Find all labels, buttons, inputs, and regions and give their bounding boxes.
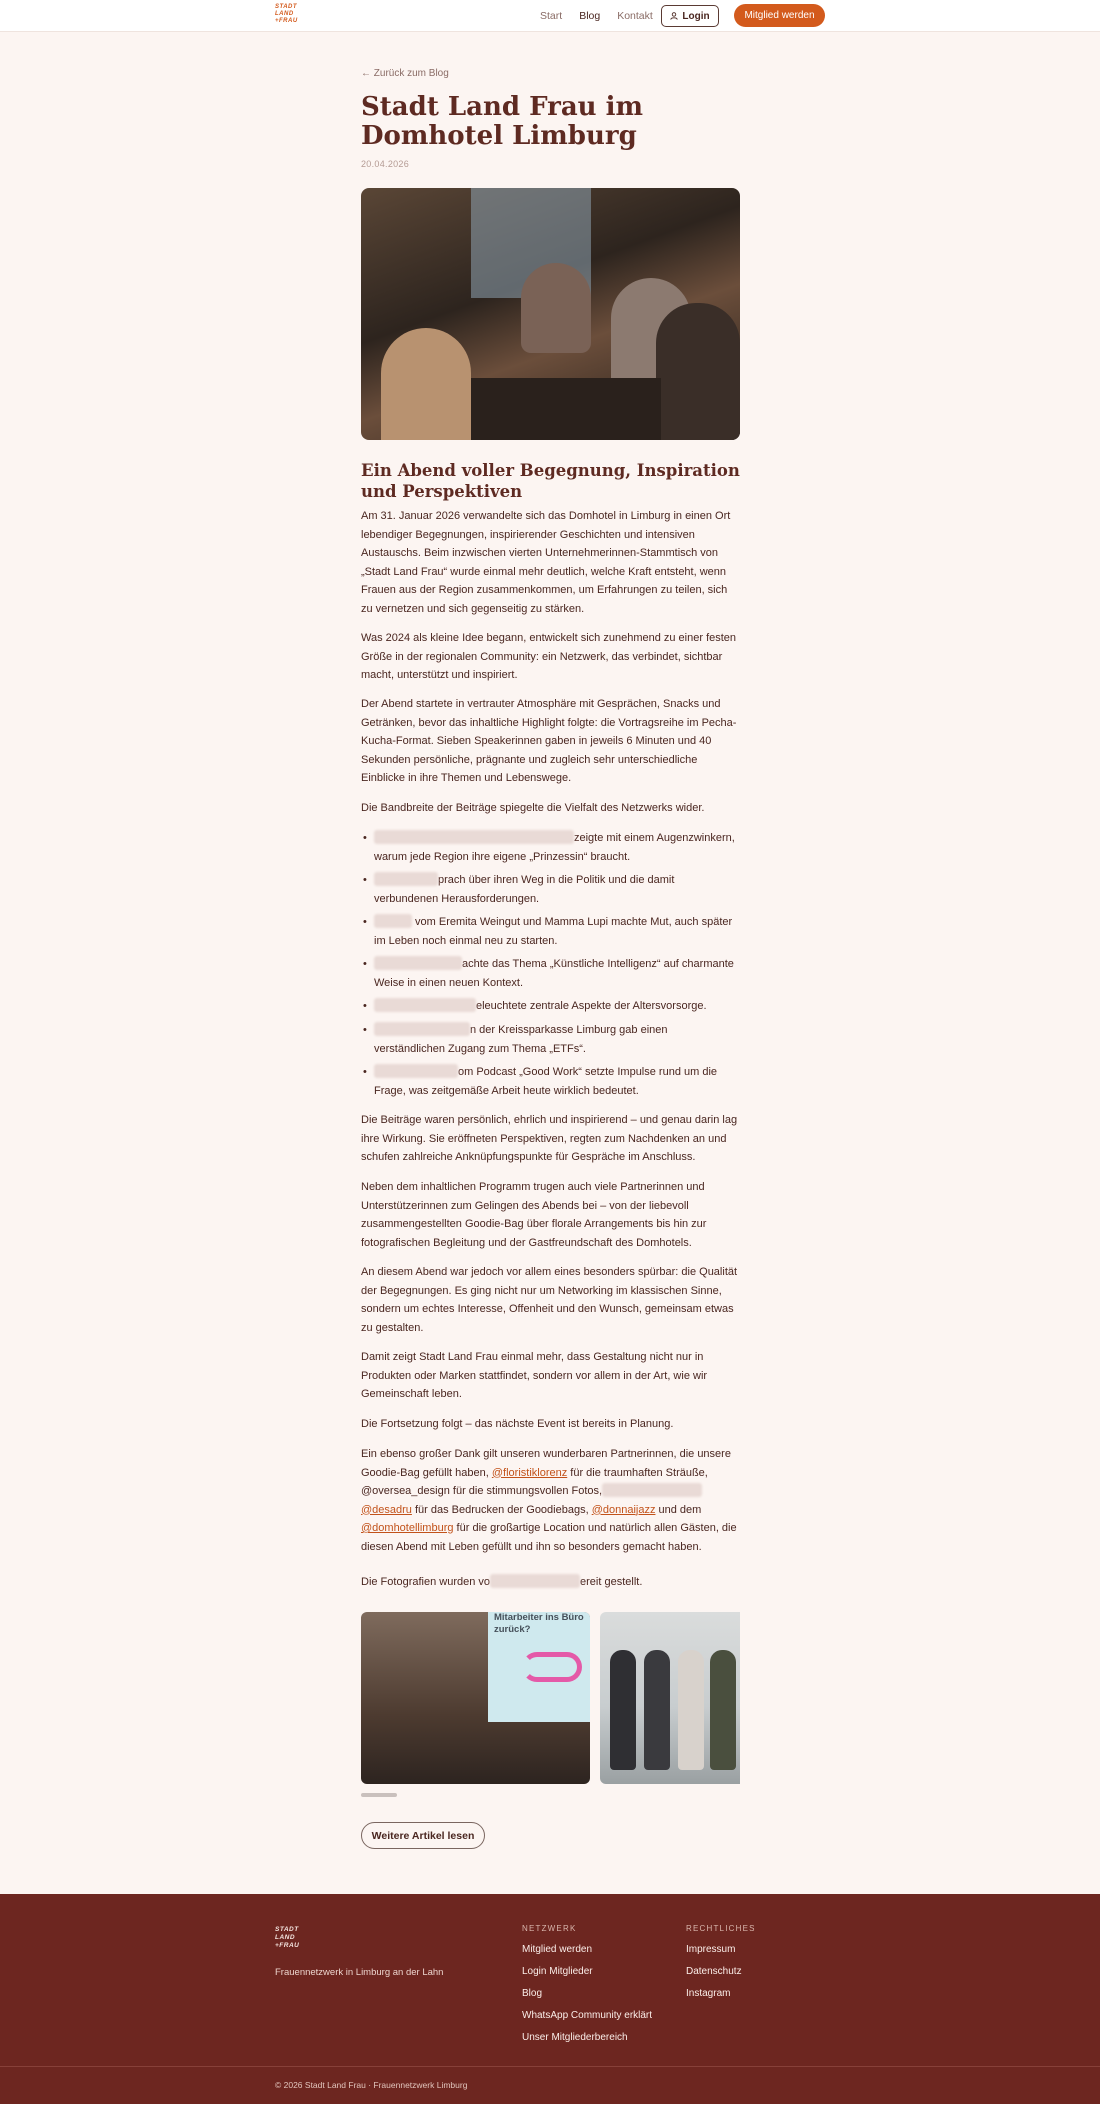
redacted-photographer (490, 1574, 580, 1588)
group-person (710, 1650, 736, 1770)
redacted-name (374, 956, 462, 970)
domhotellimburg-link[interactable]: @domhotellimburg (361, 1522, 454, 1534)
more-articles-button[interactable]: Weitere Artikel lesen (361, 1822, 485, 1849)
paragraph: Am 31. Januar 2026 verwandelte sich das Domhotel in Limburg in einen Ort lebendiger Begegnungen, inspirierender Geschichten und intensiven Austauschs. Beim inzwischen vierten Unternehmerinnen-Stammtisch von „Stadt Land Frau“ wurde einmal mehr deutlich, welche Kraft entsteht, wenn Frauen aus der Region zusammenkommen, um Erfahrungen zu teilen, sich zu vernetzen und sich gegenseitig zu stärken. (361, 510, 731, 615)
footer-logo[interactable]: STADT LAND +FRAU (275, 1926, 300, 1949)
section-title: Ein Abend voller Begegnung, Inspiration und Perspektiven (361, 461, 740, 501)
site-header (0, 0, 1100, 32)
footer-divider (0, 2066, 1100, 2067)
login-label: Login (682, 10, 710, 22)
swirl-graphic (522, 1652, 582, 1682)
paragraph: An diesem Abend war jedoch vor allem eines besonders spürbar: die Qualität der Begegnungen. Es ging nicht nur um Networking im klassischen Sinne, sondern um echtes Interesse, Offenheit und den Wunsch, gemeinsam etwas zu gestalten. (361, 1266, 738, 1334)
footer-link-login[interactable]: Login Mitglieder (522, 1966, 593, 1977)
hero-person (381, 328, 471, 440)
paragraph: Der Abend startete in vertrauter Atmosphäre mit Gesprächen, Snacks und Getränken, bevor das inhaltliche Highlight folgte: die Vortragsreihe im Pecha-Kucha-Format. Sieben Speakerinnen gaben in jeweils 6 Minuten und 40 Sekunden persönliche, prägnante und zugleich sehr unterschiedliche Einblicke in ihre Themen und Lebenswege. (361, 698, 737, 784)
login-button[interactable] (661, 5, 719, 27)
footer-network-column (522, 1924, 652, 2054)
footer-heading: NETZWERK (522, 1924, 577, 1933)
back-to-blog-link[interactable]: ← Zurück zum Blog (361, 68, 449, 79)
photo-credit: Die Fotografien wurden vo ereit gestellt. (361, 1576, 643, 1588)
user-icon (670, 12, 678, 20)
redacted-name (374, 1022, 470, 1036)
paragraph: Die Bandbreite der Beiträge spiegelte die Vielfalt des Netzwerks wider. (361, 802, 705, 814)
hero-image (361, 188, 740, 440)
nav-start[interactable]: Start (540, 10, 563, 22)
copyright: © 2026 Stadt Land Frau · Frauennetzwerk Limburg (275, 2080, 468, 2090)
paragraph: Was 2024 als kleine Idee begann, entwickelt sich zunehmend zu einer festen Größe in der regionalen Community: ein Netzwerk, das verbindet, sichtbar macht, unterstützt und inspiriert. (361, 632, 737, 681)
list-item: • vom Eremita Weingut und Mamma Lupi machte Mut, auch später im Leben noch einmal neu zu starten. (361, 913, 740, 950)
nav-kontakt[interactable]: Kontakt (617, 10, 653, 22)
footer-link-whatsapp[interactable]: WhatsApp Community erklärt (522, 2010, 653, 2021)
paragraph: Die Fortsetzung folgt – das nächste Event ist bereits in Planung. (361, 1418, 674, 1430)
list-item: • eleuchtete zentrale Aspekte der Altersvorsorge. (361, 997, 740, 1016)
redacted-name (374, 914, 412, 928)
footer-link-datenschutz[interactable]: Datenschutz (686, 1966, 742, 1977)
article-title: Stadt Land Frau im Domhotel Limburg (361, 92, 644, 151)
thanks-paragraph: Ein ebenso großer Dank gilt unseren wunderbaren Partnerinnen, die unsere Goodie-Bag gefüllt haben, @floristiklorenz für die traumhaften Sträuße, @oversea_design für die stimmungsvollen Fotos, @desadru für das Bedrucken der Goodiebags, @donnaijazz und dem @domhotellimburg für die großartige Location und natürlich allen Gästen, die diesen Abend mit Leben gefüllt und ihn so besonders gemacht haben. (361, 1448, 737, 1553)
paragraph: Neben dem inhaltlichen Programm trugen auch viele Partnerinnen und Unterstützerinnen zum Gelingen des Abends bei – von der liebevoll zusammengestellten Goodie-Bag über florale Arrangements bis hin zur fotografischen Begleitung und der Gastfreundschaft des Domhotels. (361, 1181, 707, 1249)
photo-gallery[interactable] (361, 1612, 740, 1784)
become-member-button[interactable]: Mitglied werden (734, 4, 825, 27)
hero-table (471, 378, 661, 440)
hero-person (521, 263, 591, 353)
list-item: • zeigte mit einem Augenzwinkern, warum jede Region ihre eigene „Prinzessin“ braucht. (361, 829, 740, 866)
site-logo[interactable]: STADT LAND +FRAU (275, 4, 298, 24)
footer-link-impressum[interactable]: Impressum (686, 1944, 736, 1955)
footer-link-blog[interactable]: Blog (522, 1988, 543, 1999)
floristiklorenz-link[interactable]: @floristiklorenz (491, 1466, 568, 1479)
donnaijazz-link[interactable]: @donnaijazz (591, 1503, 656, 1516)
redacted-name (374, 998, 476, 1012)
nav-blog[interactable]: Blog (579, 10, 601, 22)
site-footer (0, 1894, 1100, 2104)
desadru-link[interactable]: @desadru (361, 1503, 412, 1516)
list-item: • n der Kreissparkasse Limburg gab einen verständlichen Zugang zum Thema „ETFs“. (361, 1021, 740, 1058)
group-person (610, 1650, 636, 1770)
paragraph: Damit zeigt Stadt Land Frau einmal mehr, dass Gestaltung nicht nur in Produkten oder Marken stattfindet, sondern vor allem in der Art, wie wir Gemeinschaft leben. (361, 1351, 708, 1400)
redacted-name (374, 830, 574, 844)
gallery-scrollbar[interactable] (361, 1793, 397, 1797)
redacted-handle (602, 1483, 702, 1497)
footer-tagline: Frauennetzwerk in Limburg an der Lahn (275, 1967, 444, 1978)
article-date: 20.04.2026 (361, 159, 410, 169)
group-person (644, 1650, 670, 1770)
redacted-name (374, 1064, 458, 1078)
footer-legal-column (686, 1924, 756, 2010)
redacted-name (374, 872, 438, 886)
main-nav (540, 0, 670, 32)
gallery-image[interactable] (361, 1612, 590, 1784)
list-item: • achte das Thema „Künstliche Intelligenz“ auf charmante Weise in einen neuen Kontext. (361, 955, 740, 992)
group-person (678, 1650, 704, 1770)
footer-link-member[interactable]: Mitglied werden (522, 1944, 593, 1955)
paragraph: Die Beiträge waren persönlich, ehrlich und inspirierend – und genau darin lag ihre Wirkung. Sie eröffneten Perspektiven, regten zum Nachdenken an und schufen zahlreiche Anknüpfungspunkte für Gespräche im Anschluss. (361, 1114, 738, 1163)
list-item: • om Podcast „Good Work“ setzte Impulse rund um die Frage, was zeitgemäße Arbeit heute wirklich bedeutet. (361, 1063, 740, 1100)
presentation-screen: Mitarbeiter ins Büro zurück? (488, 1612, 590, 1722)
footer-heading: RECHTLICHES (686, 1924, 756, 1933)
list-item: • prach über ihren Weg in die Politik und die damit verbundenen Herausforderungen. (361, 871, 740, 908)
hero-person (656, 303, 740, 440)
footer-link-instagram[interactable]: Instagram (686, 1988, 731, 1999)
gallery-image[interactable] (600, 1612, 740, 1784)
footer-link-member-area[interactable]: Unser Mitgliederbereich (522, 2032, 628, 2043)
